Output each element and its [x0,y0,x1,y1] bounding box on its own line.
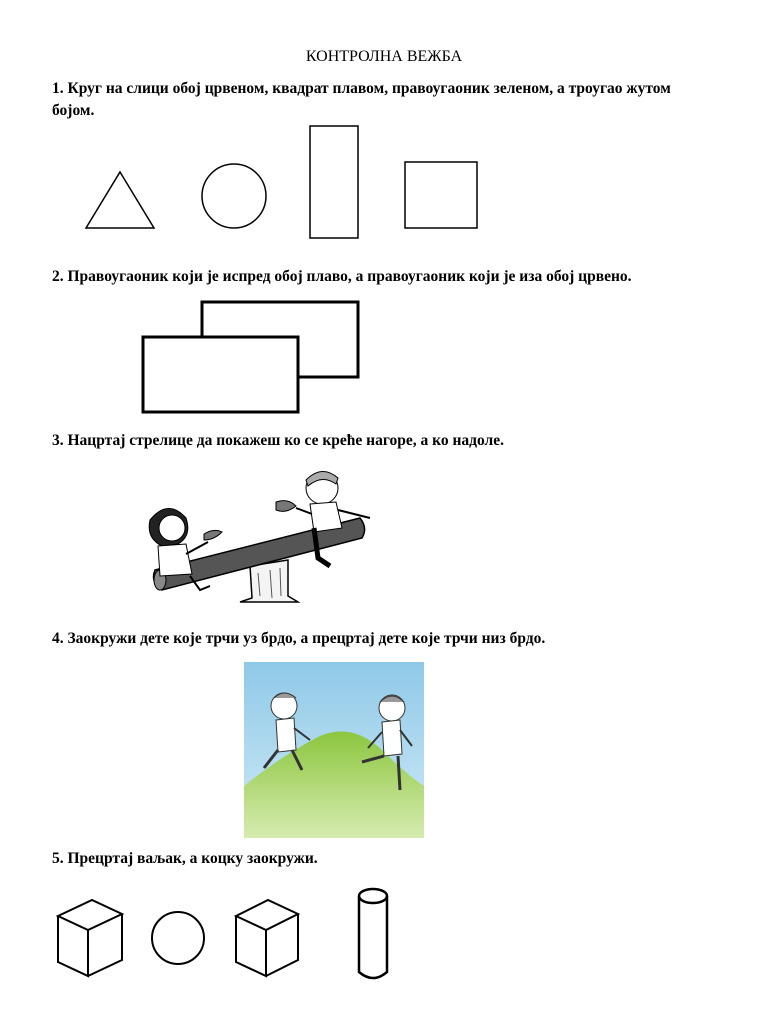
task-3-text: 3. Нацртај стрелице да покажеш ко се креће нагоре, а ко надоле. [52,432,505,449]
cylinder[interactable] [359,889,387,978]
seesaw-illustration [0,458,768,608]
triangle-shape[interactable] [86,172,154,228]
task-2-text: 2. Правоугаоник који је испред обој плаво, а правоугаоник који је иза обој црвено. [52,268,632,285]
sphere[interactable] [152,912,204,964]
task-4-text: 4. Заокружи дете које трчи уз брдо, а прецртај дете које трчи низ брдо. [52,630,546,647]
page-title: КОНТРОЛНА ВЕЖБА [305,48,463,65]
square-shape[interactable] [405,162,477,228]
task-1-text: 1. Круг на слици обој црвеном, квадрат плавом, правоугаоник зеленом, а троугао жутом бојом. [52,80,671,119]
rectangle-shape[interactable] [310,126,358,238]
hill-illustration [244,662,424,838]
task-2-rectangles [0,296,768,426]
cube-2[interactable] [236,900,298,976]
circle-shape[interactable] [202,164,266,228]
task-5-solids [0,880,768,1000]
front-rectangle[interactable] [143,337,298,412]
task-1-shapes [0,120,768,250]
task-5-text: 5. Прецртај ваљак, а коцку заокружи. [52,850,318,867]
cube-1[interactable] [58,900,122,976]
